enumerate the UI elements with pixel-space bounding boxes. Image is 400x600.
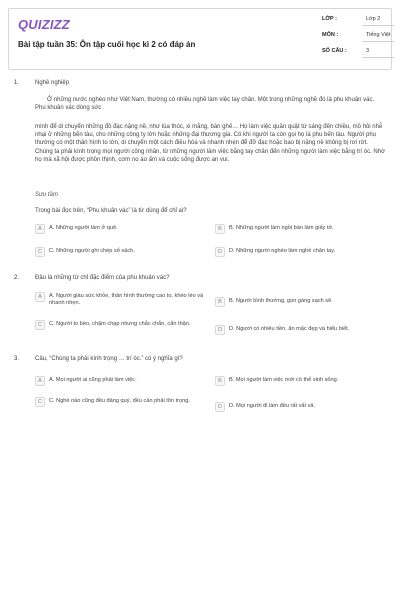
question-count-label: SỐ CÂU : — [322, 48, 347, 54]
question-count-value: 3 — [366, 48, 370, 54]
subject-value: Tiếng Việt — [366, 32, 391, 38]
quizizz-logo: QUIZIZZ — [18, 17, 70, 32]
answer-option-b[interactable] — [215, 297, 385, 309]
option-letter-box: C — [35, 320, 45, 330]
option-text: B. Những người làm ngồi bàn làm giấy tờ. — [229, 225, 334, 231]
option-text: D. Người có nhiều tiền, ăn mặc đẹp và hiểu biết. — [229, 326, 350, 332]
question-body — [35, 274, 386, 282]
answer-option-d[interactable] — [215, 247, 385, 259]
option-letter-box: A — [35, 224, 45, 234]
option-letter-box: C — [35, 247, 45, 257]
answer-option-b[interactable] — [215, 376, 385, 388]
passage-paragraph-2: mình để di chuyển những đồ đạc nặng nề, như lúa thóc, xi măng, bàn ghế… Họ làm việc quần quật từ sáng đến chiều, mồ hôi nhễ nhại ở những bến tàu, cho những công ty lớn hoặc những đại thương gia. Có khi người ta còn gọi họ là phu bến tàu. Người phụ thường có một thân hình to lớn, di chuyển một cách điêu hòa và nhanh nhẹn để đỡ đạc hoặc bao bị nặng nề không bị rơi rớt. Chúng ta phải kính trọng mọi người công nhân, từ những người làm việc bằng tay chân đến những người làm việc bằng trí óc. Nhờ họ mà xã hội được phồn thịnh, cơm no áo ấm và cuộc sống được an vui. — [35, 124, 386, 163]
answer-option-c[interactable] — [35, 247, 205, 259]
question-2 — [14, 274, 386, 354]
option-letter-box: A — [35, 376, 45, 386]
passage-paragraph-1: Ở những nước nghèo như Việt Nam, thường có nhiều nghề làm việc tay chân. Một trong những nghề đó là phu khuân vác. Phu khuân vác dùng sức — [35, 97, 375, 112]
answer-option-a[interactable] — [35, 376, 205, 388]
option-text: B. Mọi người làm việc mới có thể sinh sống. — [229, 377, 339, 383]
answer-option-d[interactable] — [215, 402, 385, 414]
option-letter-box: D — [215, 325, 225, 335]
passage-source: Sưu tầm — [35, 192, 58, 198]
option-letter-box: B — [215, 376, 225, 386]
option-text: A. Mọi người ai cũng phải làm việc. — [49, 377, 137, 383]
option-letter-box: D — [215, 402, 225, 412]
subject-underline — [362, 41, 394, 42]
worksheet-title: Bài tập tuần 35: Ôn tập cuối học kì 2 có đáp án — [18, 40, 196, 49]
question-1 — [14, 79, 386, 274]
answer-option-b[interactable] — [215, 224, 385, 236]
grade-label: LỚP : — [322, 16, 337, 22]
option-text: C. Người to béo, chậm chạp nhưng chắc chắn, cẩn thận. — [49, 321, 191, 327]
answer-option-d[interactable] — [215, 325, 385, 337]
answer-option-c[interactable] — [35, 320, 207, 340]
option-text: C. Nghề nào cũng đều đáng quý, đều cần phải tôn trọng. — [49, 398, 190, 404]
option-text: C. Những người ghi chép số sách. — [49, 248, 135, 254]
question-count-field — [322, 45, 394, 58]
option-text: D. Những người nghèo làm nghề chân tay. — [229, 248, 336, 254]
option-letter-box: B — [215, 224, 225, 234]
option-text: A. Những người làm ở quê. — [49, 225, 118, 231]
question-body — [35, 355, 386, 363]
question-prompt: Đâu là những từ chỉ đặc điểm của phu khuân vác? — [35, 275, 170, 281]
option-text: A. Người giàu sức khỏe, thân hình thường cao to, khéo léo và nhanh nhẹn. — [49, 293, 204, 307]
answer-option-a[interactable] — [35, 224, 205, 236]
option-text: D. Mọi người đi làm đều rất vất vả. — [229, 403, 316, 409]
question-number: 2. — [14, 275, 20, 281]
option-text: B. Người bình thường, gọn gàng sạch sẽ. — [229, 298, 333, 304]
answer-option-a[interactable] — [35, 292, 207, 312]
grade-field — [322, 13, 394, 26]
grade-value: Lớp 2 — [366, 16, 381, 22]
question-count-underline — [362, 57, 394, 58]
subject-field — [322, 29, 394, 42]
question-number: 3. — [14, 356, 20, 362]
grade-underline — [362, 25, 394, 26]
question-number: 1. — [14, 80, 20, 86]
option-letter-box: B — [215, 297, 225, 307]
option-letter-box: C — [35, 397, 45, 407]
question-3 — [14, 355, 386, 435]
passage-heading: Nghề nghiệp — [35, 80, 70, 86]
subject-label: MÔN : — [322, 32, 339, 38]
worksheet-header — [8, 8, 392, 70]
question-prompt: Trong bài đọc trên, “Phu khuân vác” là từ dùng để chỉ ai? — [35, 208, 187, 214]
question-prompt: Câu, “Chúng ta phải kính trọng … trí óc.” có ý nghĩa gì? — [35, 356, 183, 362]
option-letter-box: D — [215, 247, 225, 257]
option-letter-box: A — [35, 292, 45, 302]
answer-option-c[interactable] — [35, 397, 207, 417]
